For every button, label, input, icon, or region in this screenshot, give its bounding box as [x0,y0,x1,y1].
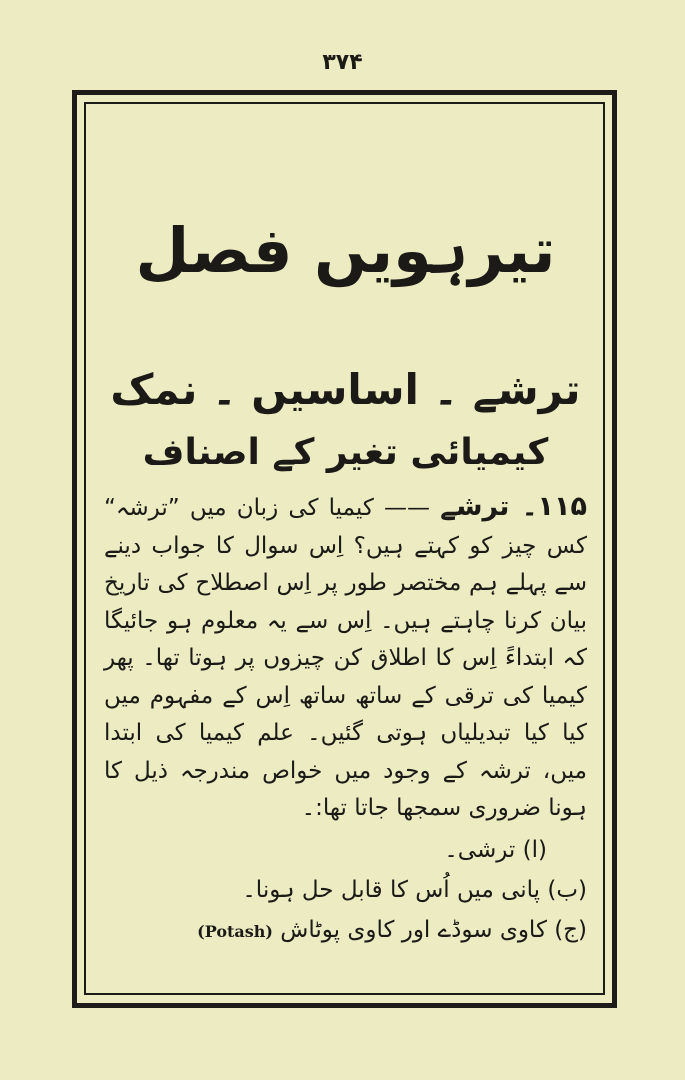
page-content [98,110,593,990]
sub-heading: کیمیائی تغیر کے اصناف [142,432,549,473]
property-list [104,830,587,952]
list-item-latin: (Potash) [197,921,273,941]
list-item-text: ترشی۔ [444,836,516,863]
chapter-title: تیرہویں فصل [135,214,556,287]
section-number: ۱۱۵ [537,491,587,522]
list-item-label: (ب) [547,876,587,903]
page-number: ۳۷۴ [322,50,363,75]
list-item [104,870,587,910]
main-heading: ترشے ۔ اساسیں ۔ نمک [110,365,581,414]
list-item [104,830,587,870]
section-paragraph: ۱۱۵۔ ترشے —— کیمیا کی زبان میں ”ترشہ“ کس چیز کو کہتے ہیں؟ اِس سوال کا جواب دینے سے پہلے ہم مختصر طور پر اِس اصطلاح کی تاریخ بیان کرنا چاہتے ہیں۔ اِس سے یہ معلوم ہو جائیگا کہ ابتداءً اِس کا اطلاق کن چیزوں پر ہوتا تھا۔ پھر کیمیا کی ترقی کے ساتھ ساتھ اِس کے مفہوم میں کیا کیا تبدیلیاں ہوتی گئیں۔ علم کیمیا کی ابتدا میں، ترشہ کے وجود میں خواص مندرجہ ذیل کا ہونا ضروری سمجھا جاتا تھا:۔ [104,491,587,821]
section-title: ترشے [440,491,510,522]
list-item-label: (ج) [554,916,587,943]
list-item-label: (ا) [522,836,547,863]
list-item-text: پانی میں اُس کا قابل حل ہونا۔ [242,876,541,903]
section-text: کیمیا کی زبان میں ”ترشہ“ کس چیز کو کہتے ہیں؟ اِس سوال کا جواب دینے سے پہلے ہم مختصر طور پر اِس اصطلاح کی تاریخ بیان کرنا چاہتے ہیں۔ اِس سے یہ معلوم ہو جائیگا کہ ابتداءً اِس کا اطلاق کن چیزوں پر ہوتا تھا۔ پھر کیمیا کی ترقی کے ساتھ ساتھ اِس کے مفہوم میں کیا کیا تبدیلیاں ہوتی گئیں۔ علم کیمیا کی ابتدا میں، ترشہ کے وجود میں خواص مندرجہ ذیل کا ہونا ضروری سمجھا جاتا تھا:۔ [104,495,587,821]
list-item-text: کاوی سوڈے اور کاوی پوٹاش [280,916,547,943]
list-item [104,910,587,952]
